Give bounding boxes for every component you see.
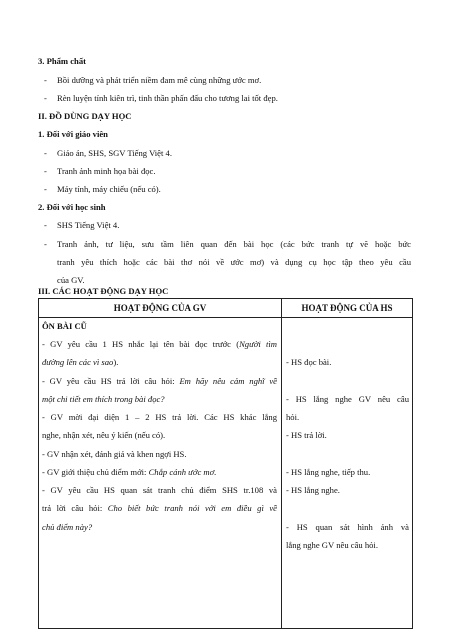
list-item: Tranh ảnh minh họa bài đọc. bbox=[57, 166, 156, 176]
section-label-on-bai-cu: ÔN BÀI CŨ bbox=[42, 321, 87, 331]
hs-line: - HS quan sát hình ảnh và bbox=[286, 522, 409, 532]
gv-line: chủ điểm này? bbox=[42, 522, 93, 532]
bullet-dash: - bbox=[44, 148, 47, 158]
hs-activity-cell bbox=[282, 318, 413, 629]
section-heading-pham-chat: 3. Phẩm chất bbox=[38, 56, 86, 66]
list-item-line: tranh yêu thích hoặc các bài thơ nói về ước mơ) và dụng cụ học tập theo yêu cầu bbox=[57, 257, 411, 267]
hs-line: hỏi. bbox=[286, 412, 300, 422]
list-item: Rèn luyện tính kiên trì, tinh thần phấn đấu cho tương lai tốt đẹp. bbox=[57, 93, 278, 103]
hs-line: - HS đọc bài. bbox=[286, 357, 332, 367]
section-heading-hoat-dong: III. CÁC HOẠT ĐỘNG DẠY HỌC bbox=[38, 286, 169, 296]
column-header-gv: HOẠT ĐỘNG CỦA GV bbox=[39, 299, 282, 318]
gv-line: - GV yêu cầu 1 HS nhắc lại tên bài đọc trước (Người tìm bbox=[42, 339, 277, 349]
gv-activity-cell bbox=[39, 318, 282, 629]
list-item-line: Tranh ảnh, tư liệu, sưu tầm liên quan đến bài học (các bức tranh tự vẽ hoặc bức bbox=[57, 239, 411, 249]
hs-line: - HS trả lời. bbox=[286, 430, 327, 440]
gv-line: đường lên các vì sao). bbox=[42, 357, 119, 367]
activities-table bbox=[38, 298, 413, 629]
table-header-row bbox=[39, 299, 413, 318]
bullet-dash: - bbox=[44, 75, 47, 85]
table-row bbox=[39, 318, 413, 629]
gv-line: - GV yêu cầu HS trả lời câu hỏi: Em hãy nêu cảm nghĩ về bbox=[42, 376, 277, 386]
hs-line: - HS lắng nghe, tiếp thu. bbox=[286, 467, 371, 477]
gv-line: - GV nhận xét, đánh giá và khen ngợi HS. bbox=[42, 449, 187, 459]
gv-line: - GV mời đại diện 1 – 2 HS trả lời. Các HS khác lắng bbox=[42, 412, 277, 422]
bullet-dash: - bbox=[44, 220, 47, 230]
subheading-giao-vien: 1. Đối với giáo viên bbox=[38, 129, 108, 139]
bullet-dash: - bbox=[44, 239, 47, 249]
gv-line: nghe, nhận xét, nêu ý kiến (nếu có). bbox=[42, 430, 166, 440]
bullet-dash: - bbox=[44, 184, 47, 194]
gv-line: trả lời câu hỏi: Cho biết bức tranh nói với em điều gì về bbox=[42, 503, 277, 513]
gv-line: - GV yêu cầu HS quan sát tranh chủ điểm SHS tr.108 và bbox=[42, 485, 277, 495]
list-item: Bồi dưỡng và phát triển niềm đam mê cùng những ước mơ. bbox=[57, 75, 262, 85]
hs-line: - HS lắng nghe GV nêu câu bbox=[286, 394, 409, 404]
list-item-line: của GV. bbox=[57, 275, 85, 285]
bullet-dash: - bbox=[44, 166, 47, 176]
column-header-hs: HOẠT ĐỘNG CỦA HS bbox=[282, 299, 413, 318]
bullet-dash: - bbox=[44, 93, 47, 103]
list-item: Máy tính, máy chiếu (nếu có). bbox=[57, 184, 161, 194]
list-item: SHS Tiếng Việt 4. bbox=[57, 220, 120, 230]
gv-line: - GV giới thiệu chủ điểm mới: Chắp cánh ước mơ. bbox=[42, 467, 217, 477]
list-item: Giáo án, SHS, SGV Tiếng Việt 4. bbox=[57, 148, 172, 158]
section-heading-do-dung: II. ĐỒ DÙNG DẠY HỌC bbox=[38, 111, 132, 121]
subheading-hoc-sinh: 2. Đối với học sinh bbox=[38, 202, 106, 212]
gv-line: một chi tiết em thích trong bài đọc? bbox=[42, 394, 165, 404]
hs-line: - HS lắng nghe. bbox=[286, 485, 340, 495]
hs-line: lắng nghe GV nêu câu hỏi. bbox=[286, 540, 378, 550]
